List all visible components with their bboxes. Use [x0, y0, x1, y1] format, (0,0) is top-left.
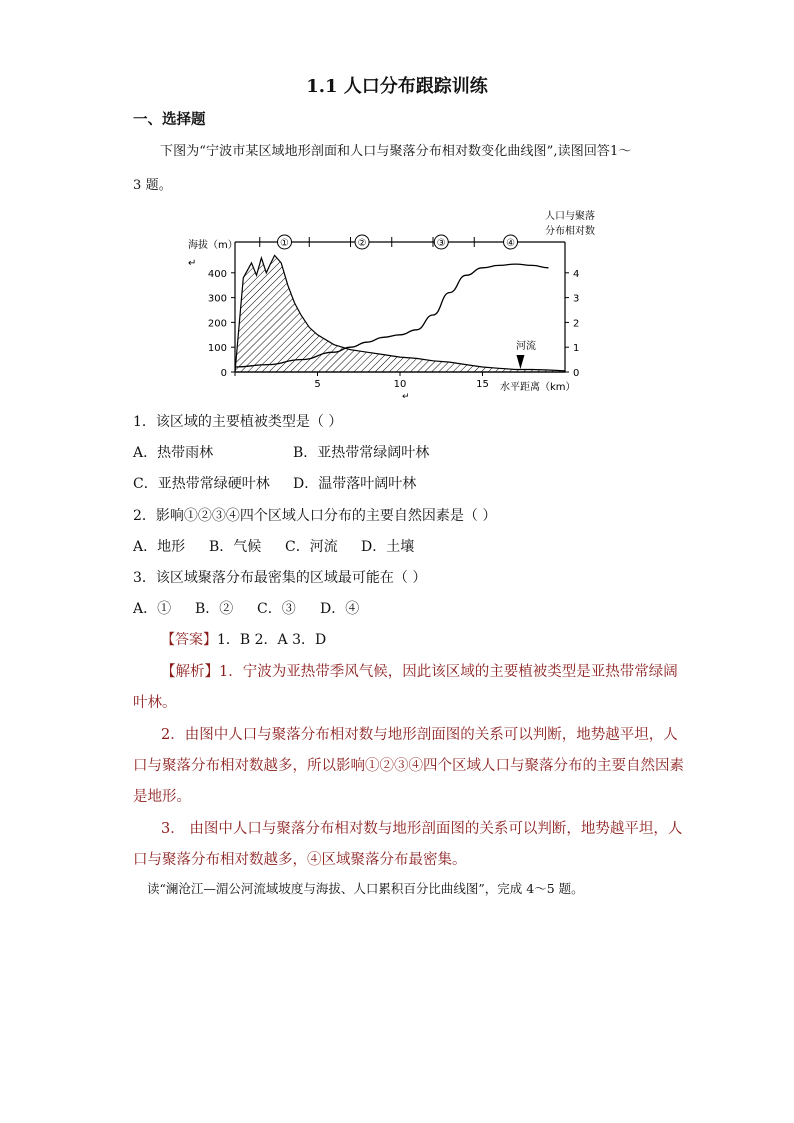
q2-stem: 2．影响①②③④四个区域人口分布的主要自然因素是（ ） [133, 508, 497, 524]
right-tick-label: 3 [573, 293, 580, 305]
right-axis-label-line2: 分布相对数 [545, 226, 595, 237]
analysis-p2-line3: 是地形。 [133, 789, 191, 805]
left-tick-label: 100 [207, 343, 227, 355]
stray-mark-1: ↵ [188, 258, 197, 269]
right-tick-label: 2 [573, 318, 580, 330]
q3-option-d: D．④ [320, 601, 360, 617]
q1-option-c: C．亚热带常绿硬叶林 [133, 476, 270, 492]
answer-text: 1．B 2．A 3．D [217, 632, 327, 648]
q1-option-d: D．温带落叶阔叶林 [293, 476, 417, 492]
section-heading: 一、选择题 [133, 111, 206, 128]
analysis-tag: 【解析】 [161, 664, 219, 680]
right-tick-label: 0 [573, 368, 580, 379]
q2-option-d: D．土壤 [361, 539, 415, 555]
analysis-p2-line2: 口与聚落分布相对数越多，所以影响①②③④四个区域人口与聚落分布的主要自然因素 [133, 758, 684, 774]
left-tick-label: 300 [207, 293, 227, 305]
left-tick-label: 0 [220, 368, 227, 379]
analysis-p3-line2: 口与聚落分布相对数越多，④区域聚落分布最密集。 [133, 852, 467, 868]
analysis-p2-line1: 2．由图中人口与聚落分布相对数与地形剖面图的关系可以判断，地势越平坦，人 [161, 727, 678, 743]
analysis-p1-text: 1．宁波为亚热带季风气候，因此该区域的主要植被类型是亚热带常绿阔 [219, 664, 678, 680]
q3-stem: 3．该区域聚落分布最密集的区域最可能在（ ） [133, 570, 427, 586]
q2-option-b: B．气候 [209, 539, 262, 555]
x-tick-label: 15 [476, 379, 489, 390]
right-axis-label-line1: 人口与聚落 [545, 211, 595, 222]
q3-option-c: C．③ [257, 601, 296, 617]
region-marker-2: ② [357, 238, 367, 249]
x-axis-label: 水平距离（km） [500, 382, 576, 393]
region-marker-4: ④ [506, 238, 516, 249]
answer-line [161, 629, 326, 649]
left-tick-label: 200 [207, 318, 227, 330]
stray-mark-2: ↵ [402, 392, 410, 402]
intro-line-2: 3 题。 [133, 178, 172, 193]
answer-tag: 【答案】 [161, 632, 217, 648]
region-marker-1: ① [280, 238, 289, 249]
q2-option-c: C．河流 [285, 539, 338, 555]
right-tick-label: 1 [573, 343, 580, 355]
intro-line-1: 下图为“宁波市某区域地形剖面和人口与聚落分布相对数变化曲线图”,读图回答1～ [160, 144, 632, 159]
x-tick-label: 5 [314, 379, 321, 390]
x-tick-label: 10 [393, 379, 407, 390]
terrain-profile-area [235, 255, 565, 372]
page-title: 1.1 人口分布跟踪训练 [306, 76, 488, 97]
left-axis-label: 海拔（m） [188, 240, 238, 251]
analysis-p3-line1: 3． 由图中人口与聚落分布相对数与地形剖面图的关系可以判断，地势越平坦，人 [161, 821, 683, 837]
q2-option-a: A．地形 [133, 539, 186, 555]
q3-option-a: A．① [133, 601, 172, 617]
q1-option-b: B．亚热带常绿阔叶林 [293, 445, 430, 461]
left-tick-label: 400 [207, 268, 227, 280]
river-label: 河流 [516, 341, 536, 352]
q3-option-b: B．② [195, 601, 234, 617]
river-marker-icon [516, 355, 524, 369]
q1-stem: 1．该区域的主要植被类型是（ ） [133, 414, 343, 430]
region-marker-3: ③ [436, 238, 446, 249]
q1-option-a: A．热带雨林 [133, 445, 214, 461]
right-tick-label: 4 [573, 268, 580, 280]
analysis-p1-line1 [161, 660, 678, 681]
analysis-p1-line2: 叶林。 [133, 695, 177, 711]
terrain-population-chart [180, 206, 600, 402]
next-question-intro: 读“澜沧江—湄公河流域坡度与海拔、人口累积百分比曲线图”，完成 4～5 题。 [147, 881, 584, 896]
